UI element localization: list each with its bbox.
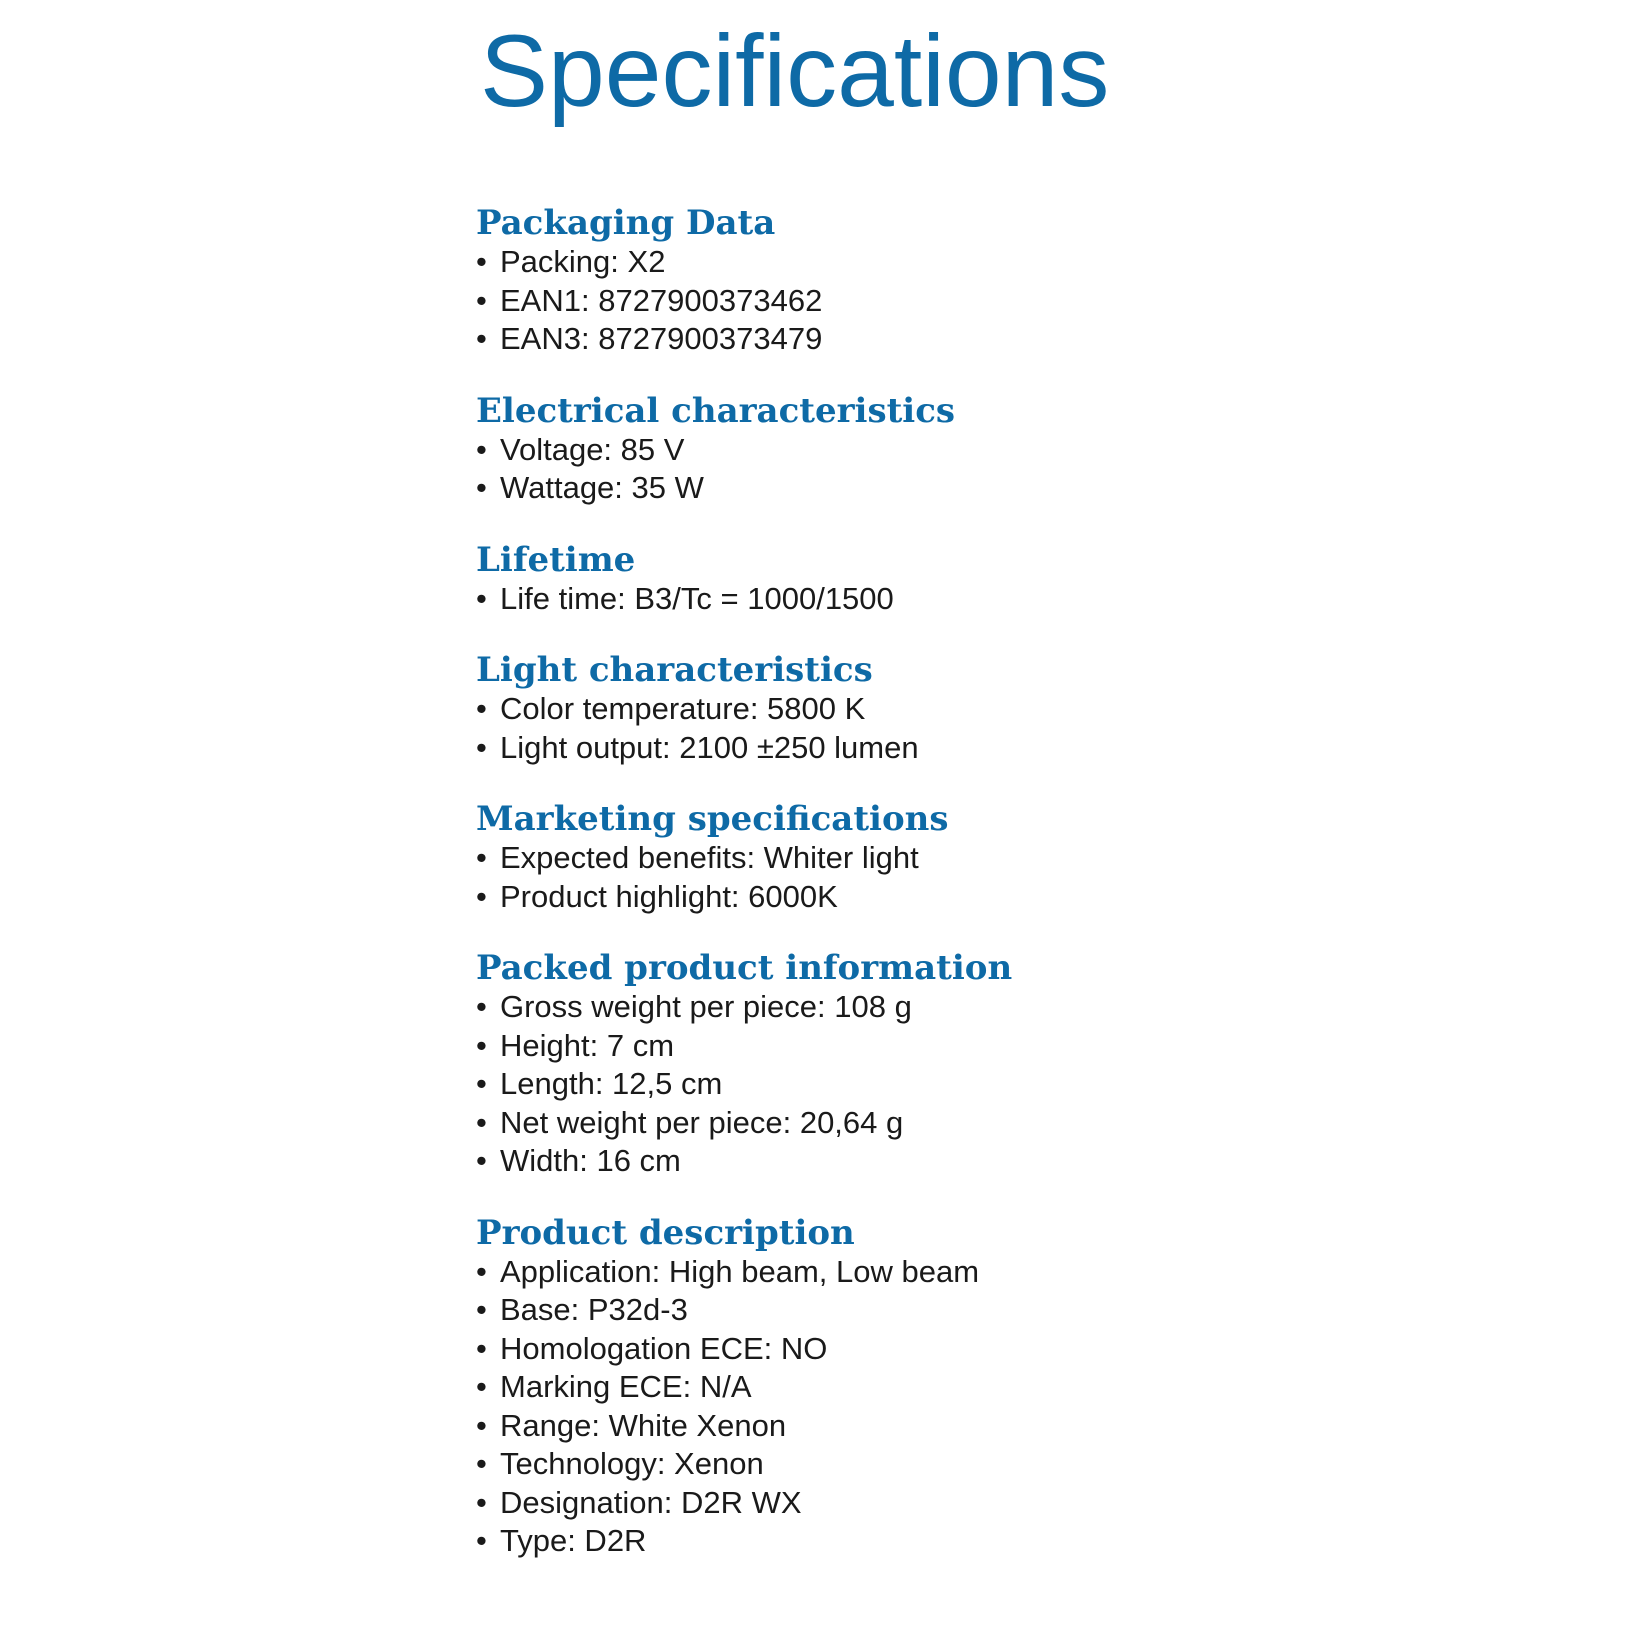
section-electrical-characteristics	[476, 391, 1576, 508]
spec-item	[476, 1445, 1576, 1484]
spec-item	[476, 878, 1576, 917]
spec-text: Width: 16 cm	[500, 1143, 681, 1178]
spec-item	[476, 1027, 1576, 1066]
section-heading: Product description	[476, 1212, 855, 1253]
section-heading: Lifetime	[476, 539, 636, 580]
spec-text: Type: D2R	[500, 1523, 647, 1558]
spec-item	[476, 469, 1576, 508]
section-packed-product-information	[476, 948, 1576, 1181]
spec-list	[476, 988, 1576, 1181]
bullet: •	[476, 989, 487, 1024]
spec-list	[476, 431, 1576, 508]
bullet: •	[476, 1484, 487, 1520]
spec-item	[476, 1291, 1576, 1330]
spec-text: Color temperature: 5800 K	[500, 691, 866, 726]
bullet: •	[476, 282, 487, 318]
bullet: •	[476, 1407, 487, 1443]
page-title: Specifications	[480, 14, 1110, 128]
bullet: •	[476, 1523, 487, 1558]
spec-text: Application: High beam, Low beam	[500, 1253, 980, 1289]
spec-list	[476, 839, 1576, 916]
spec-text: Homologation ECE: NO	[500, 1330, 828, 1366]
spec-sections	[476, 203, 1576, 1593]
section-marketing-specifications	[476, 799, 1576, 916]
bullet: •	[476, 1330, 487, 1366]
spec-text: Wattage: 35 W	[500, 470, 704, 505]
spec-text: Product highlight: 6000K	[500, 878, 838, 914]
spec-text: Range: White Xenon	[500, 1407, 787, 1443]
section-product-description	[476, 1213, 1576, 1561]
spec-text: Designation: D2R WX	[500, 1484, 802, 1520]
spec-list	[476, 690, 1576, 767]
spec-text: Expected benefits: Whiter light	[500, 840, 919, 875]
spec-item	[476, 580, 1576, 619]
spec-item	[476, 839, 1576, 878]
bullet: •	[476, 1446, 487, 1481]
spec-item	[476, 431, 1576, 470]
spec-text: EAN3: 8727900373479	[500, 321, 823, 356]
bullet: •	[476, 1143, 487, 1178]
spec-text: Height: 7 cm	[500, 1027, 675, 1063]
bullet: •	[476, 580, 487, 616]
spec-text: Packing: X2	[500, 244, 666, 279]
spec-item	[476, 1484, 1576, 1523]
bullet: •	[476, 321, 487, 356]
bullet: •	[476, 1027, 487, 1063]
spec-text: Gross weight per piece: 108 g	[500, 989, 912, 1024]
section-heading: Light characteristics	[476, 650, 873, 690]
spec-item	[476, 320, 1576, 359]
bullet: •	[476, 1066, 487, 1101]
section-packaging-data	[476, 203, 1576, 359]
section-heading: Packaging Data	[476, 203, 776, 243]
spec-list	[476, 1253, 1576, 1561]
bullet: •	[476, 1104, 487, 1140]
bullet: •	[476, 244, 487, 279]
spec-text: Base: P32d-3	[500, 1292, 688, 1327]
spec-item	[476, 729, 1576, 768]
bullet: •	[476, 1369, 487, 1404]
spec-item	[476, 1407, 1576, 1446]
spec-item	[476, 1253, 1576, 1292]
bullet: •	[476, 691, 487, 726]
spec-text: Light output: 2100 ±250 lumen	[500, 729, 919, 765]
spec-list	[476, 243, 1576, 359]
spec-item	[476, 1104, 1576, 1143]
section-heading: Marketing specifications	[476, 799, 949, 839]
spec-item	[476, 1330, 1576, 1369]
section-heading: Electrical characteristics	[476, 390, 956, 431]
spec-item	[476, 1522, 1576, 1561]
bullet: •	[476, 470, 487, 505]
spec-item	[476, 1142, 1576, 1181]
section-lifetime	[476, 540, 1576, 619]
section-light-characteristics	[476, 650, 1576, 767]
spec-text: Marking ECE: N/A	[500, 1369, 752, 1404]
bullet: •	[476, 431, 487, 467]
bullet: •	[476, 729, 487, 765]
spec-item	[476, 282, 1576, 321]
spec-item	[476, 988, 1576, 1027]
bullet: •	[476, 1292, 487, 1327]
spec-text: Life time: B3/Tc = 1000/1500	[500, 580, 894, 616]
spec-text: Net weight per piece: 20,64 g	[500, 1104, 904, 1140]
section-heading: Packed product information	[476, 948, 1013, 988]
spec-text: Length: 12,5 cm	[500, 1066, 723, 1101]
spec-list	[476, 580, 1576, 619]
spec-text: Voltage: 85 V	[500, 431, 685, 467]
spec-item	[476, 1065, 1576, 1104]
spec-text: EAN1: 8727900373462	[500, 282, 823, 318]
spec-item	[476, 690, 1576, 729]
spec-item	[476, 243, 1576, 282]
bullet: •	[476, 840, 487, 875]
bullet: •	[476, 1253, 487, 1289]
spec-item	[476, 1368, 1576, 1407]
bullet: •	[476, 878, 487, 914]
spec-text: Technology: Xenon	[500, 1446, 764, 1481]
